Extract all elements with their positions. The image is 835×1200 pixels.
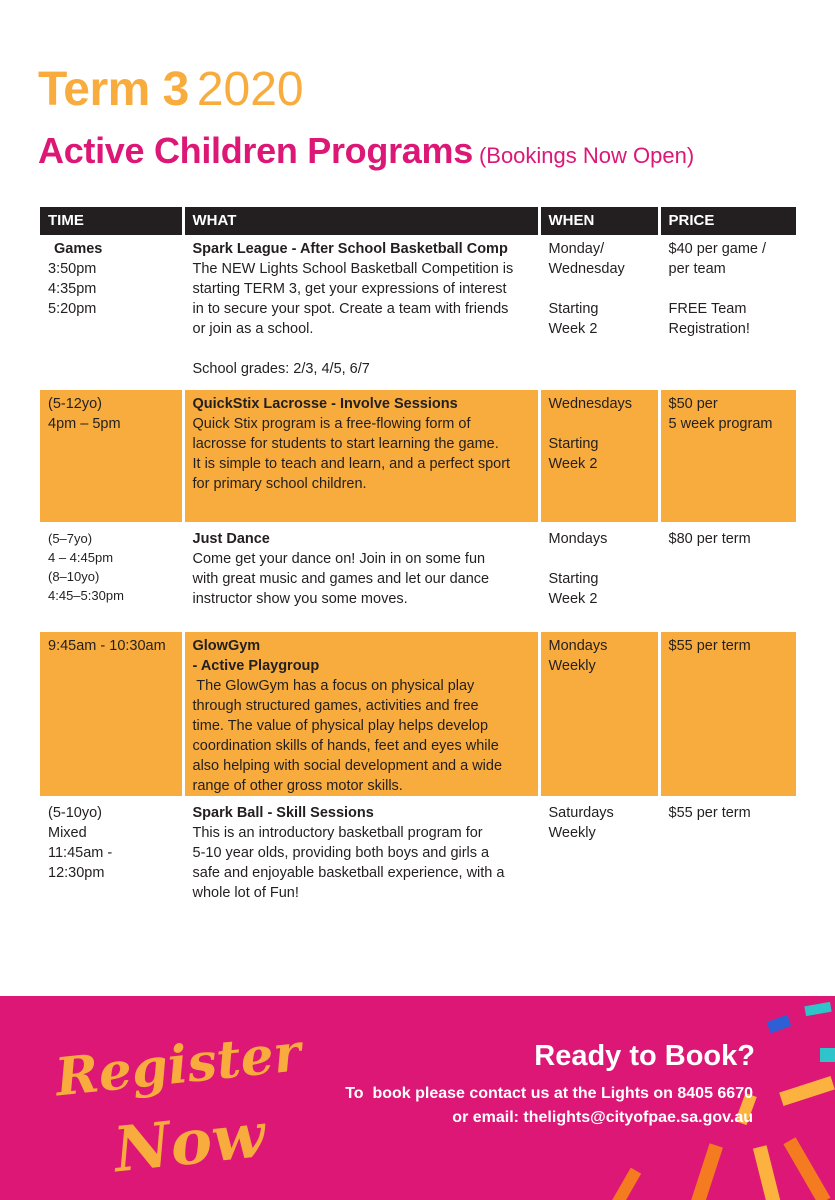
time-line: (5-12yo): [48, 396, 102, 412]
page-title-text: Active Children Programs: [38, 130, 473, 171]
program-description-line: for primary school children.: [192, 476, 367, 492]
program-description-line: with great music and games and let our dance: [192, 571, 490, 587]
time-line: 3:50pm: [48, 261, 97, 277]
when-line: Mondays: [548, 531, 608, 547]
contact-email-line[interactable]: or email: thelights@cityofpae.sa.gov.au: [452, 1109, 753, 1126]
program-description-line: safe and enjoyable basketball experience, with a: [192, 865, 505, 881]
program-description-line: through structured games, activities and free: [192, 698, 479, 714]
program-description-line: It is simple to teach and learn, and a perfect sport: [192, 456, 511, 472]
time-line: 11:45am -: [48, 845, 113, 861]
time-line: Games: [54, 241, 103, 257]
program-description-line: time. The value of physical play helps develop: [192, 718, 489, 734]
cell-when: [539, 389, 659, 524]
cell-price: [659, 798, 796, 905]
program-description-line: 5-10 year olds, providing both boys and girls a: [192, 845, 490, 861]
bookings-open-label: (Bookings Now Open): [478, 143, 695, 168]
cell-when: [539, 524, 659, 631]
when-line: Week 2: [548, 456, 598, 472]
confetti-piece: [820, 1048, 835, 1062]
program-description-line: instructor show you some moves.: [192, 591, 408, 607]
program-title: QuickStix Lacrosse - Involve Sessions: [192, 396, 458, 412]
when-line: Wednesday: [548, 261, 625, 277]
confetti-piece: [691, 1143, 723, 1200]
time-line: 4:35pm: [48, 281, 97, 297]
confetti-piece: [779, 1076, 835, 1106]
time-line: (8–10yo): [48, 569, 100, 584]
column-header-what: WHAT: [183, 207, 539, 235]
program-description-line: or join as a school.: [192, 321, 314, 337]
cell-time: [40, 235, 183, 389]
program-description-line: The NEW Lights School Basketball Competition is: [192, 261, 514, 277]
page-title: [38, 128, 694, 179]
when-line: Starting: [548, 571, 599, 587]
time-line: 4:45–5:30pm: [48, 588, 124, 603]
program-description-line: This is an introductory basketball program for: [192, 825, 483, 841]
column-header-when: WHEN: [539, 207, 659, 235]
cell-time: [40, 524, 183, 631]
cell-time: [40, 631, 183, 798]
price-line: $40 per game /: [668, 241, 767, 257]
column-header-time: TIME: [40, 207, 183, 235]
program-description-line: Quick Stix program is a free-flowing form of: [192, 416, 471, 432]
cell-when: [539, 235, 659, 389]
program-title: Just Dance: [192, 531, 270, 547]
footer-banner: [0, 996, 835, 1200]
time-line: (5–7yo): [48, 531, 93, 546]
register-logo-line2: Now: [110, 1098, 269, 1187]
time-line: 4pm – 5pm: [48, 416, 121, 432]
cell-time: [40, 389, 183, 524]
cell-when: [539, 631, 659, 798]
cell-when: [539, 798, 659, 905]
cell-what: [183, 235, 539, 389]
confetti-piece: [767, 1015, 792, 1034]
program-description-line: starting TERM 3, get your expressions of interest: [192, 281, 507, 297]
register-logo-line1: Register: [52, 1022, 304, 1109]
when-line: Starting: [548, 436, 599, 452]
time-line: 9:45am - 10:30am: [48, 638, 166, 654]
time-line: 12:30pm: [48, 865, 105, 881]
when-line: Mondays: [548, 638, 608, 654]
program-description-line: lacrosse for students to start learning the game.: [192, 436, 499, 452]
register-now-logo: [48, 1016, 304, 1187]
time-line: 4 – 4:45pm: [48, 550, 114, 565]
cell-price: [659, 389, 796, 524]
table-row-just-dance: [40, 524, 796, 631]
time-line: (5-10yo): [48, 805, 102, 821]
cell-what: [183, 524, 539, 631]
when-line: Monday/: [548, 241, 605, 257]
price-line: $55 per term: [668, 805, 751, 821]
program-title: Spark Ball - Skill Sessions: [192, 805, 374, 821]
contact-phone-line: To book please contact us at the Lights on 8405 6670: [345, 1085, 753, 1102]
program-title: Spark League - After School Basketball Comp: [192, 241, 508, 257]
cell-time: [40, 798, 183, 905]
page-title-term: [38, 62, 304, 118]
cell-what: [183, 798, 539, 905]
time-line: Mixed: [48, 825, 87, 841]
price-line: $55 per term: [668, 638, 751, 654]
program-description-line: The GlowGym has a focus on physical play: [192, 678, 475, 694]
when-line: Week 2: [548, 321, 598, 337]
cell-price: [659, 524, 796, 631]
year-label: 2020: [196, 63, 304, 116]
table-row-spark-ball: [40, 798, 796, 905]
term-label: Term 3: [38, 63, 189, 116]
program-description-line: Come get your dance on! Join in on some fun: [192, 551, 486, 567]
time-line: 5:20pm: [48, 301, 97, 317]
price-line: per team: [668, 261, 726, 277]
confetti-piece: [753, 1145, 781, 1200]
when-line: Week 2: [548, 591, 598, 607]
program-subtitle: - Active Playgroup: [192, 658, 320, 674]
table-row-glowgym: [40, 631, 796, 798]
contact-info: [345, 1082, 753, 1130]
confetti-piece: [804, 1002, 831, 1016]
price-line: $80 per term: [668, 531, 751, 547]
cell-what: [183, 389, 539, 524]
cell-what: [183, 631, 539, 798]
program-description-line: whole lot of Fun!: [192, 885, 299, 901]
table-row-quickstix: [40, 389, 796, 524]
program-description-line: also helping with social development and a wide: [192, 758, 503, 774]
cell-price: [659, 631, 796, 798]
table-header-row: [40, 207, 796, 235]
price-line: Registration!: [668, 321, 750, 337]
price-line: 5 week program: [668, 416, 773, 432]
confetti-piece: [611, 1168, 641, 1200]
when-line: Weekly: [548, 658, 596, 674]
school-grades: School grades: 2/3, 4/5, 6/7: [192, 361, 370, 377]
when-line: Weekly: [548, 825, 596, 841]
when-line: Starting: [548, 301, 599, 317]
program-description-line: coordination skills of hands, feet and eyes while: [192, 738, 499, 754]
confetti-piece: [783, 1137, 830, 1200]
program-description-line: in to secure your spot. Create a team with friends: [192, 301, 509, 317]
table-row-spark-league: [40, 235, 796, 389]
when-line: Saturdays: [548, 805, 614, 821]
price-line: $50 per: [668, 396, 718, 412]
price-line: FREE Team: [668, 301, 747, 317]
cell-price: [659, 235, 796, 389]
ready-to-book-heading: Ready to Book?: [534, 1040, 755, 1072]
program-title: GlowGym: [192, 638, 261, 654]
when-line: Wednesdays: [548, 396, 633, 412]
column-header-price: PRICE: [659, 207, 796, 235]
program-description-line: range of other gross motor skills.: [192, 778, 403, 794]
programs-table: [40, 207, 796, 906]
